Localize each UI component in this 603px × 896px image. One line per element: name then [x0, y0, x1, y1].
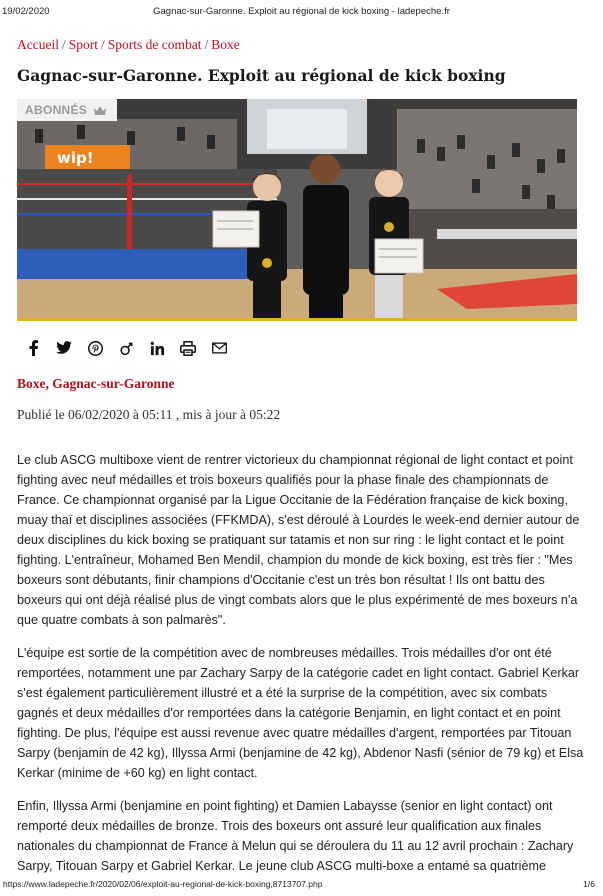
- article-body: [17, 450, 589, 876]
- breadcrumb-home[interactable]: Accueil: [17, 37, 59, 52]
- print-document-title: Gagnac-sur-Garonne. Exploit au régional de kick boxing - ladepeche.fr: [153, 6, 450, 17]
- breadcrumb-separator: /: [61, 37, 66, 52]
- article-paragraph: Enfin, Illyssa Armi (benjamine en point fighting) et Damien Labaysse (senior en light contact) ont remporté deux médailles de bronze. Trois des boxeurs ont assuré leur qualification aux finales nationales du championnat de France à Melun qui se déroulera du 11 au 12 avril prochain : Zachary Sarpy, Titouan Sarpy et Gabriel Kerkar. Le jeune club ASCG multi-boxe a entamé sa quatrième: [17, 799, 574, 873]
- print-button[interactable]: [179, 339, 197, 357]
- breadcrumb: [17, 37, 240, 53]
- facebook-share-button[interactable]: [24, 339, 42, 357]
- flipboard-icon: [119, 341, 134, 356]
- crown-icon: [93, 105, 107, 116]
- hero-banner-text: wip!: [57, 149, 94, 167]
- article-headline: Gagnac-sur-Garonne. Exploit au régional de kick boxing: [17, 66, 506, 85]
- article-tags[interactable]: Boxe, Gagnac-sur-Garonne: [17, 376, 175, 391]
- email-icon: [212, 342, 227, 354]
- linkedin-share-button[interactable]: [148, 339, 166, 357]
- breadcrumb-separator: /: [204, 37, 209, 52]
- twitter-share-button[interactable]: [55, 339, 73, 357]
- facebook-icon: [27, 340, 39, 356]
- print-footer: [0, 879, 603, 891]
- breadcrumb-separator: /: [101, 37, 105, 52]
- pinterest-share-button[interactable]: [86, 339, 104, 357]
- print-page-number: 1/6: [583, 879, 595, 889]
- subscribers-badge-label: ABONNÉS: [25, 103, 88, 117]
- publication-date: Publié le 06/02/2020 à 05:11 , mis à jour à 05:22: [17, 407, 281, 422]
- print-icon: [180, 341, 196, 356]
- article-paragraph: L'équipe est sortie de la compétition avec de nombreuses médailles. Trois médailles d'or ont été remportées, notamment une par Zachary Sarpy de la catégorie cadet en light contact. Gabriel Kerkar s'est également particulièrement illustré et a été la surprise de la compétition, avec six combats gagnés et deux médailles d'or remportées dans la catégorie Benjamin, en light contact et en point fighting. De plus, l'équipe est aussi revenue avec quatre médailles d'argent, remportées par Titouan Sarpy (benjamin de 42 kg), Illyssa Armi (benjamine de 42 kg), Abdenor Nasfi (sénior de 79 kg) et Elsa Kerkar (minime de +60 kg) en light contact.: [17, 646, 584, 780]
- print-header: [0, 6, 603, 20]
- email-share-button[interactable]: [210, 339, 228, 357]
- article-hero-image[interactable]: [17, 99, 577, 321]
- subscribers-badge: [17, 99, 117, 121]
- breadcrumb-sports-de-combat[interactable]: Sports de combat: [107, 37, 202, 52]
- breadcrumb-boxe[interactable]: Boxe: [211, 37, 240, 52]
- share-bar: [24, 339, 241, 357]
- breadcrumb-sport[interactable]: Sport: [68, 37, 99, 52]
- print-footer-url: https://www.ladepeche.fr/2020/02/06/exploit-au-regional-de-kick-boxing,8713707.php: [3, 879, 323, 889]
- article-paragraph: Le club ASCG multiboxe vient de rentrer victorieux du championnat régional de light contact et point fighting avec neuf médailles et trois boxeurs qualifiés pour la phase finale des championnats de France. Ce championnat organisé par la Ligue Occitanie de la Fédération française de kick boxing, muay thaï et disciplines associées (FFKMDA), s'est déroulé à Lourdes le week-end dernier autour de deux disciplines du kick boxing se pratiquant sur tatamis et non sur ring : le light contact et le point fighting. L'entraîneur, Mohamed Ben Mendil, champion du monde de kick boxing, est très fier : "Mes boxeurs sont débutants, finir champions d'Occitanie c'est un très bon résultat ! Ils ont battu des boxeurs qui ont déjà réalisé plus de vingt combats alors que le plus expérimenté de mes boxeurs n'a que quatre combats à son palmarès".: [17, 453, 580, 627]
- pinterest-icon: [88, 341, 103, 356]
- flipboard-share-button[interactable]: [117, 339, 135, 357]
- print-date: 19/02/2020: [2, 6, 50, 17]
- twitter-icon: [56, 341, 72, 355]
- hero-photo-illustration: [17, 99, 577, 318]
- linkedin-icon: [150, 341, 165, 356]
